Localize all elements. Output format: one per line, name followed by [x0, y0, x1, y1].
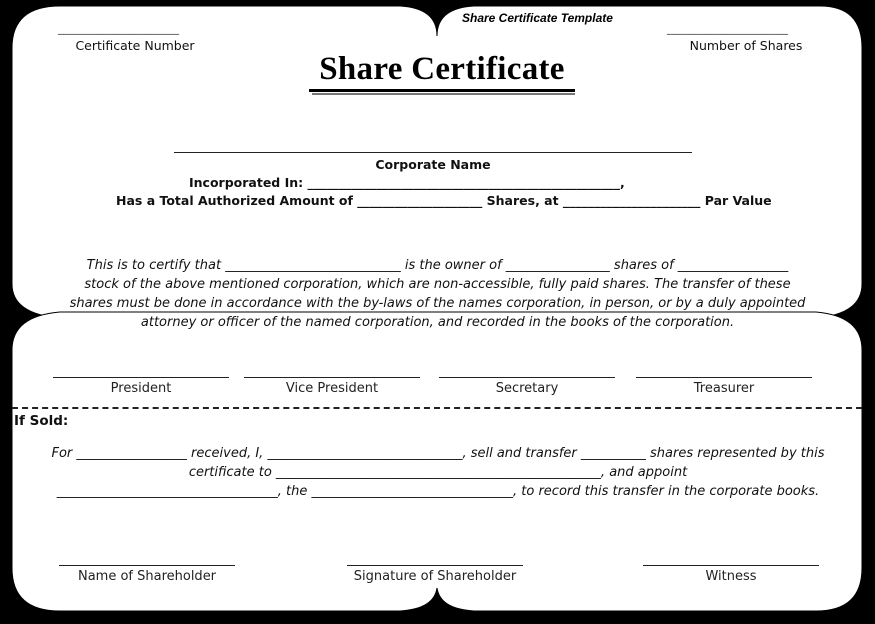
certify-line-1: This is to certify that ___________________________ is the owner of ________________ shares of _________________	[86, 258, 789, 273]
president-label: President	[110, 381, 172, 396]
treasurer-signature-line	[636, 377, 812, 378]
if-sold-heading: If Sold:	[14, 413, 69, 429]
certify-line-2: stock of the above mentioned corporation, which are non-accessible, fully paid shares. The transfer of these	[84, 277, 791, 292]
treasurer-label: Treasurer	[693, 381, 755, 396]
secretary-signature-line	[439, 377, 615, 378]
incorporated-in-line: Incorporated In: __________________________________________________,	[189, 175, 625, 190]
corporate-name-line	[174, 152, 692, 153]
corporate-name-label: Corporate Name	[375, 157, 491, 172]
vice-president-label: Vice President	[285, 381, 379, 396]
shareholder-signature-line	[347, 565, 523, 566]
authorized-amount-line: Has a Total Authorized Amount of ____________________ Shares, at ______________________ Par Value	[116, 193, 772, 208]
shareholder-name-label: Name of Shareholder	[77, 569, 217, 584]
page-title: Share Certificate	[319, 51, 565, 87]
number-of-shares-label: Number of Shares	[689, 38, 803, 53]
cut-line-divider	[12, 407, 862, 409]
certificate-number-blank: ______________________	[58, 22, 179, 35]
shareholder-signature-label: Signature of Shareholder	[353, 569, 517, 584]
witness-label: Witness	[705, 569, 757, 584]
title-underline	[309, 89, 575, 92]
if-sold-line-2: certificate to __________________________________________________, and appoint	[188, 465, 688, 480]
certify-line-4: attorney or officer of the named corporation, and recorded in the books of the corporation.	[140, 315, 735, 330]
if-sold-line-1: For _________________ received, I, ______________________________, sell and transfer __________ shares represented by this	[51, 446, 825, 461]
vice-president-signature-line	[244, 377, 420, 378]
title-underline-shadow	[312, 93, 575, 95]
shareholder-name-line	[59, 565, 235, 566]
number-of-shares-blank: ______________________	[667, 22, 788, 35]
witness-signature-line	[643, 565, 819, 566]
president-signature-line	[53, 377, 229, 378]
if-sold-line-3: __________________________________, the _______________________________, to record this transfer in the corporate books.	[56, 484, 820, 499]
secretary-label: Secretary	[495, 381, 559, 396]
template-title: Share Certificate Template	[462, 11, 613, 25]
certificate-number-label: Certificate Number	[75, 38, 195, 53]
certify-line-3: shares must be done in accordance with the by-laws of the names corporation, in person, or by a duly appointed	[69, 296, 806, 311]
